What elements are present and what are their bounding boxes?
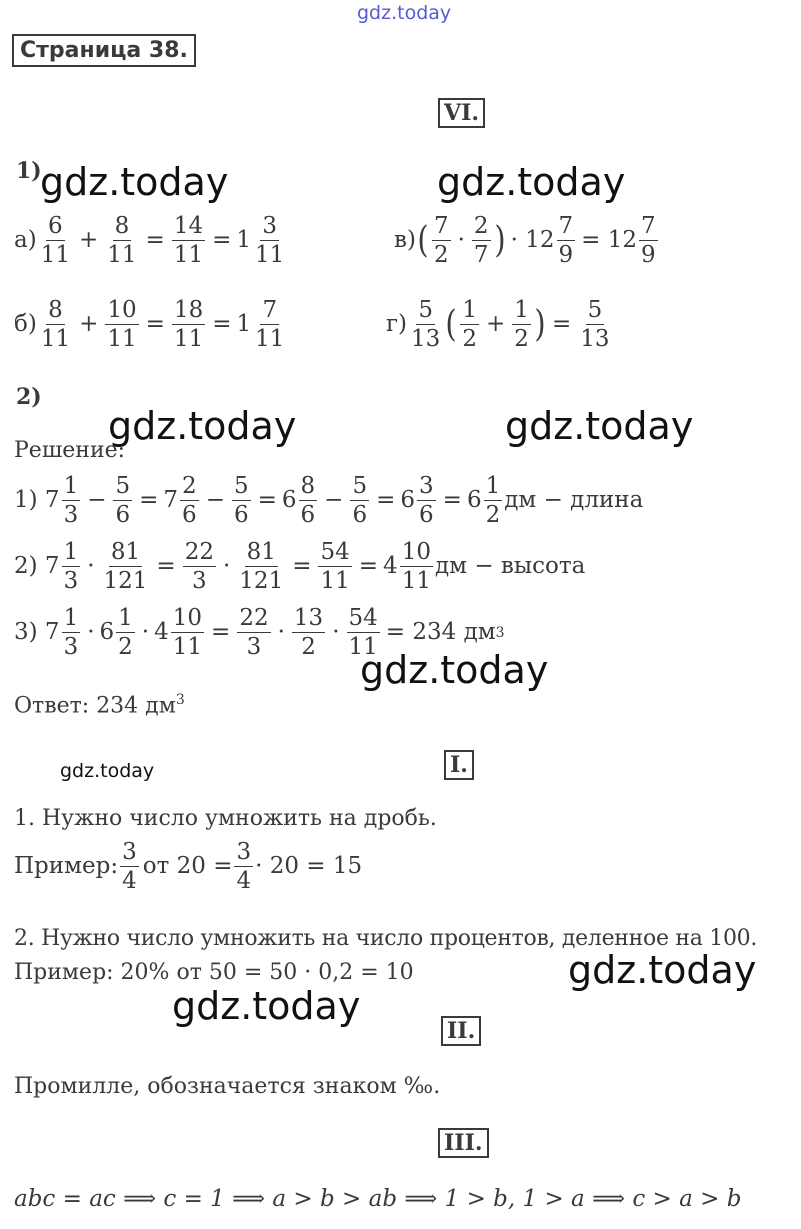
watermark: gdz.today xyxy=(108,404,297,448)
page-title: Страница 38. xyxy=(12,34,196,67)
section-i-item-1: 1. Нужно число умножить на дробь. xyxy=(14,806,437,831)
solution-label: Решение: xyxy=(14,438,126,463)
solution-line-2: 2) 7 $\frac{1}{3}$ · $\frac{81}{121}$ = $\frac{22}{3}$ · $\frac{81}{121}$ = $\frac{54}{11}$ = 4 $\frac{10}{11}$ дм − высота xyxy=(14,539,586,595)
equation-v: в) ( $\frac{7}{2}$ · $\frac{2}{7}$ ) · 12 $\frac{7}{9}$ = 12 $\frac{7}{9}$ xyxy=(394,213,656,269)
task-1-number: 1) xyxy=(16,158,42,184)
equation-label: г) xyxy=(386,311,408,338)
equation-b: б) $\frac{8}{11}$ + $\frac{10}{11}$ = $\frac{18}{11}$ = 1 $\frac{7}{11}$ xyxy=(14,297,285,353)
section-heading-i: I. xyxy=(444,750,474,780)
watermark: gdz.today xyxy=(360,648,549,692)
solution-line-3: 3) 7 $\frac{1}{3}$ · 6 $\frac{1}{2}$ · 4 $\frac{10}{11}$ = $\frac{22}{3}$ · $\frac{13}{2}$ · $\frac{54}{11}$ = 234 дм 3 xyxy=(14,605,505,661)
section-ii-text: Промилле, обозначается знаком ‰. xyxy=(14,1074,441,1099)
watermark: gdz.today xyxy=(172,984,361,1028)
watermark: gdz.today xyxy=(437,160,626,204)
equation-label: б) xyxy=(14,311,37,338)
watermark: gdz.today xyxy=(568,948,757,992)
equation-label: в) xyxy=(394,227,416,254)
watermark: gdz.today xyxy=(40,160,229,204)
answer: Ответ: 234 $дм^3$ xyxy=(14,692,185,719)
section-heading-iii: III. xyxy=(438,1128,489,1158)
watermark-top: gdz.today xyxy=(357,2,452,24)
equation-a: а) $\frac{6}{11}$ + $\frac{8}{11}$ = $\frac{14}{11}$ = 1 $\frac{3}{11}$ xyxy=(14,213,285,269)
section-heading-vi: VI. xyxy=(438,98,485,128)
section-i-example-1: Пример: $\frac{3}{4}$ от 20 = $\frac{3}{4}$ · 20 = 15 xyxy=(14,839,363,895)
watermark: gdz.today xyxy=(60,760,155,782)
solution-line-1: 1) 7 $\frac{1}{3}$ − $\frac{5}{6}$ = 7 $\frac{2}{6}$ − $\frac{5}{6}$ = 6 $\frac{8}{6}$ − $\frac{5}{6}$ = 6 $\frac{3}{6}$ = 6 $\frac{1}{2}$ дм − длина xyxy=(14,473,644,529)
section-i-item-2: 2. Нужно число умножить на число процентов, деленное на 100. xyxy=(14,926,758,951)
section-heading-ii: II. xyxy=(441,1016,481,1046)
watermark: gdz.today xyxy=(505,404,694,448)
task-2-number: 2) xyxy=(16,384,42,410)
section-iii-line: abc = ac ⟹ c = 1 ⟹ a > b > ab ⟹ 1 > b, 1 > a ⟹ c > a > b xyxy=(14,1186,742,1212)
equation-g: г) $\frac{5}{13}$ ( $\frac{1}{2}$ + $\frac{1}{2}$ ) = $\frac{5}{13}$ xyxy=(386,297,610,353)
equation-label: а) xyxy=(14,227,37,254)
section-i-example-2: Пример: 20% от 50 = 50 · 0,2 = 10 xyxy=(14,960,414,985)
